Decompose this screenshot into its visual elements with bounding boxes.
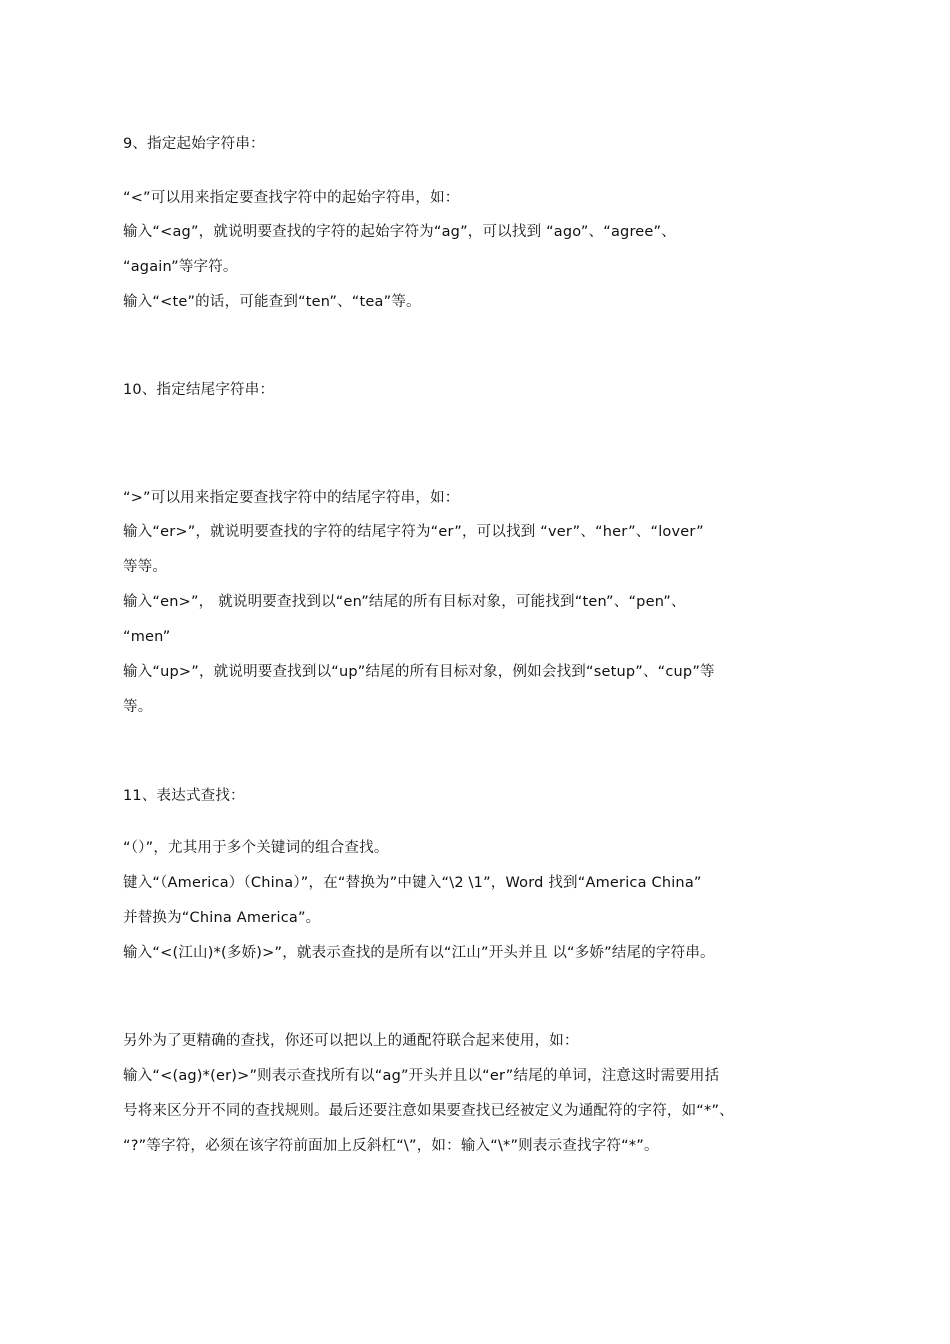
section-11-heading: 11、表达式查找： <box>123 788 245 804</box>
paragraph-line: 键入“（America）（China）”，在“替换为”中键入“\2 \1”，Word 找到“America China” <box>123 875 702 891</box>
paragraph-line: 另外为了更精确的查找，你还可以把以上的通配符联合起来使用，如： <box>123 1033 579 1049</box>
section-10-heading: 10、指定结尾字符串： <box>123 382 275 398</box>
paragraph-line: 输入“<(ag)*(er)>”则表示查找所有以“ag”开头并且以“er”结尾的单词，注意这时需要用括 <box>123 1068 720 1084</box>
paragraph-line: 输入“<ag”，就说明要查找的字符的起始字符为“ag”，可以找到 “ago”、“agree”、 <box>123 224 676 240</box>
paragraph-line: 输入“en>”， 就说明要查找到以“en”结尾的所有目标对象，可能找到“ten”、“pen”、 <box>123 594 686 610</box>
paragraph-line: 输入“<te”的话，可能查到“ten”、“tea”等。 <box>123 294 421 310</box>
paragraph-line: “<”可以用来指定要查找字符中的起始字符串，如： <box>123 190 460 206</box>
paragraph-line: “>”可以用来指定要查找字符中的结尾字符串，如： <box>123 490 460 506</box>
paragraph-line: “men” <box>123 629 171 645</box>
paragraph-line: 输入“up>”，就说明要查找到以“up”结尾的所有目标对象，例如会找到“setup”、“cup”等 <box>123 664 715 680</box>
paragraph-line: 输入“er>”，就说明要查找的字符的结尾字符为“er”，可以找到 “ver”、“her”、“lover” <box>123 524 704 540</box>
paragraph-line: 并替换为“China America”。 <box>123 910 321 926</box>
paragraph-line: “?”等字符，必须在该字符前面加上反斜杠“\”，如：输入“\*”则表示查找字符“*”。 <box>123 1138 659 1154</box>
paragraph-line: 等等。 <box>123 559 168 575</box>
paragraph-line: 输入“<(江山)*(多娇)>”，就表示查找的是所有以“江山”开头并且 以“多娇”结尾的字符串。 <box>123 945 715 961</box>
section-9-heading: 9、指定起始字符串： <box>123 136 265 152</box>
paragraph-line: 等。 <box>123 699 153 715</box>
paragraph-line: 号将来区分开不同的查找规则。最后还要注意如果要查找已经被定义为通配符的字符，如“*”、 <box>123 1103 734 1119</box>
paragraph-line: “（）”，尤其用于多个关键词的组合查找。 <box>123 840 389 856</box>
paragraph-line: “again”等字符。 <box>123 259 238 275</box>
